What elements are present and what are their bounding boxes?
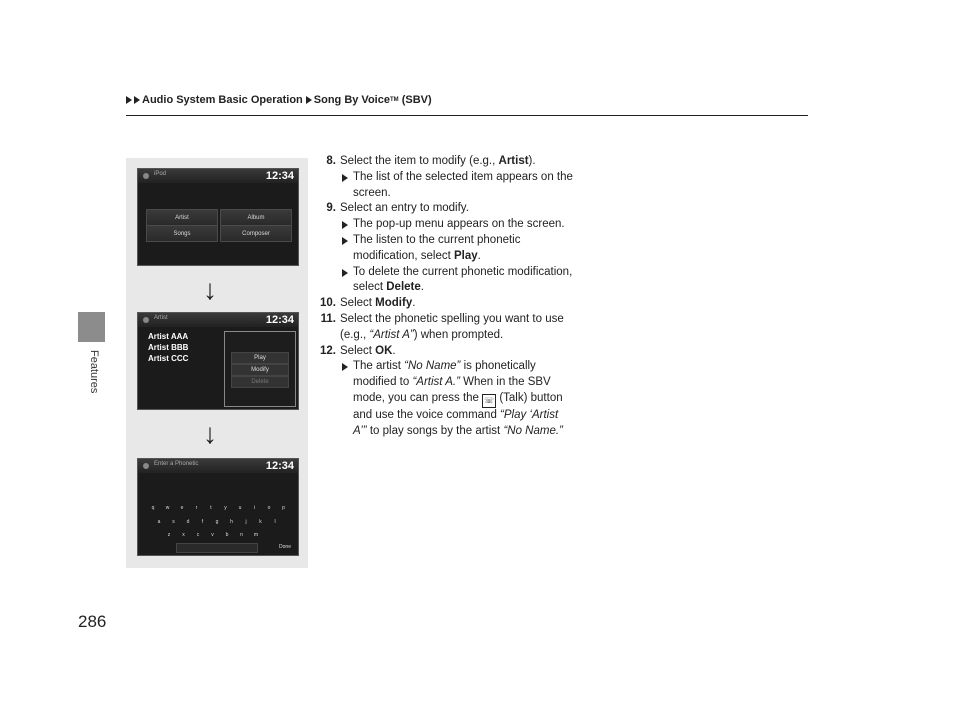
ipod-screen [137,168,299,266]
screen-title: Artist [154,315,168,321]
play-button[interactable]: Play [231,352,289,364]
step-12-result: The artist “No Name” is phonetically modified to “Artist A.” When in the SBV mode, you can press the ☏ (Talk) button and use the voice command “Play ‘Artist A’” to play songs by the artist “No Name.” [306,359,574,439]
phonetic-screen [137,458,299,556]
clock: 12:34 [265,460,294,472]
key-v[interactable]: v [211,532,214,538]
home-icon [143,463,149,469]
key-j[interactable]: j [245,519,247,525]
key-s[interactable]: s [172,519,175,525]
breadcrumb-suffix: (SBV) [401,94,432,106]
key-r[interactable]: r [195,505,198,511]
key-o[interactable]: o [267,505,271,511]
key-t[interactable]: t [210,505,212,511]
key-e[interactable]: e [180,505,184,511]
key-h[interactable]: h [230,519,233,525]
artist-screen [137,312,299,410]
screen-title: Enter a Phonetic [154,461,199,467]
key-l[interactable]: l [274,519,276,525]
key-u[interactable]: u [238,505,242,511]
screen-title-bar [138,459,298,473]
album-button[interactable]: Album [220,209,292,226]
list-item[interactable]: Artist BBB [148,343,189,352]
trademark: TM [389,97,399,103]
clock: 12:34 [265,314,294,326]
key-k[interactable]: k [259,519,262,525]
key-d[interactable]: d [186,519,190,525]
triangle-icon [126,96,132,104]
step-10: 10. Select Modify. [320,297,416,310]
home-icon [143,173,149,179]
clock: 12:34 [265,170,294,182]
key-q[interactable]: q [151,505,155,511]
list-item[interactable]: Artist CCC [148,354,189,363]
key-p[interactable]: p [282,505,285,511]
step-8-result: The list of the selected item appears on the screen. [306,170,574,202]
key-g[interactable]: g [215,519,219,525]
down-arrow-icon: ↓ [203,418,217,449]
step-9-delete: To delete the current phonetic modification, select Delete. [306,265,574,297]
key-z[interactable]: z [167,532,171,538]
step-11: 11. Select the phonetic spelling you want to use (e.g., “Artist A”) when prompted. [320,312,564,341]
key-n[interactable]: n [240,532,243,538]
instructions [306,154,574,440]
key-a[interactable]: a [157,519,161,525]
step-9: 9. Select an entry to modify. [326,202,469,215]
page-number: 286 [78,612,107,631]
section-tab [78,312,105,342]
step-9-play: The listen to the current phonetic modification, select Play. [306,233,574,265]
step-8: 8. Select the item to modify (e.g., Artist). [326,155,536,167]
breadcrumb-item: Audio System Basic Operation [142,94,303,106]
step-12: 12. Select OK. [320,344,396,357]
triangle-icon [134,96,140,104]
screen-title-bar [138,169,298,183]
header-rule [126,115,808,116]
popup-menu [224,331,296,407]
key-w[interactable]: w [165,505,170,511]
breadcrumb [126,94,432,106]
songs-button[interactable]: Songs [146,225,218,242]
home-icon [143,317,149,323]
breadcrumb-item: Song By Voice [313,94,390,106]
down-arrow-icon: ↓ [203,274,217,305]
list-item[interactable]: Artist AAA [148,332,189,341]
composer-button[interactable]: Composer [220,225,292,242]
artist-button[interactable]: Artist [146,209,218,226]
key-y[interactable]: y [224,505,227,511]
done-key[interactable]: Done [279,544,291,550]
key-b[interactable]: b [225,532,229,538]
key-f[interactable]: f [201,519,204,525]
key-c[interactable]: c [196,532,200,538]
key-x[interactable]: x [182,532,185,538]
space-key[interactable] [176,543,258,553]
step-9-result: The pop-up menu appears on the screen. [306,217,574,233]
triangle-icon [306,96,312,104]
screen-title: iPod [154,171,167,177]
talk-icon: ☏ [482,394,496,408]
modify-button[interactable]: Modify [231,364,289,376]
section-label: Features [88,350,100,394]
key-i[interactable]: i [253,505,256,511]
key-m[interactable]: m [253,532,259,538]
screen-title-bar [138,313,298,327]
delete-button[interactable]: Delete [231,376,289,388]
